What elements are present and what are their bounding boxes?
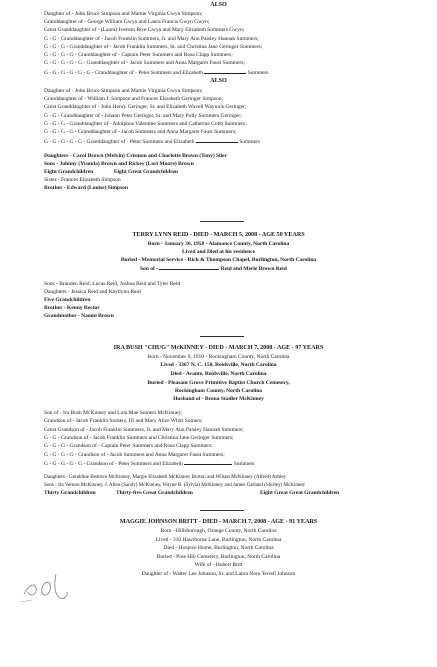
britt-wife-of: Wife of - Hubert Britt bbox=[194, 562, 243, 568]
lineage-line: Grandson of - Jacob Franklin Somers, III and Mary Alice Whitt Somers; bbox=[44, 418, 203, 424]
britt-died: Died - Hospice Home, Burlington, North Carolina bbox=[163, 545, 274, 551]
lineage-line: G - G - Granddaughter of - Jacob Franklin Summers, Jr. and Mary Ann Paisley Hannah Summers; bbox=[44, 36, 259, 42]
obituary-title-mckinney: IRA BUSH "CHUG" McKINNEY - DIED - MARCH 7, 2008 - AGE - 97 YEARS bbox=[113, 344, 324, 351]
divider bbox=[200, 510, 244, 511]
reid-family-grandmother: Grandmother - Naomi Brown bbox=[44, 313, 114, 319]
britt-buried: Buried - Pine Hill Cemetery, Burlington, North Carolina bbox=[156, 554, 281, 560]
lineage-line: G - G - G - Granddaughter of - Adolphus Valentine Summers and Catherine Cobb Summers; bbox=[44, 121, 247, 127]
mckinney-buried-county: Rockingham County, North Carolina bbox=[174, 388, 263, 394]
lineage-line: G - G - G - Grandson of - Captain Peter Summers and Rosa Clapp Summers; bbox=[44, 443, 213, 449]
mckinney-buried: Buried - Pleasant Grove Primitive Baptist Church Cemetery, bbox=[147, 380, 290, 386]
grandchildren-count: Eight Grandchildren bbox=[44, 169, 94, 175]
divider bbox=[200, 336, 244, 337]
survivors-sons: Sons - Johnny (Yvonda) Brown and Rickey (Lori Moore) Brown bbox=[44, 161, 194, 167]
lineage-line: Daughter of - John Bruce Simpson and Mamie Virginia Gwyn Simpson; bbox=[44, 88, 203, 94]
lineage-line: Granddaughter of - George William Gwyn and Laura Francis Gwyn Gwyn; bbox=[44, 19, 210, 25]
lineage-suffix: Summers bbox=[233, 461, 255, 467]
britt-lived: Lived - 310 Hawthorne Lane, Burlington, North Carolina bbox=[155, 537, 282, 543]
lineage-line: Great Granddaughter of - (Laura) Iverson Rice Gwyn and Mary Elizabeth Summers Gwyn; bbox=[44, 27, 245, 33]
mckinney-born: Born - November 9, 1910 - Rockingham County, North Carolina bbox=[147, 354, 290, 360]
lineage-line: Granddaughter of - William J. Simpson and Frances Elizabeth Geringer Simpson; bbox=[44, 96, 223, 102]
britt-daughter-of: Daughter of - Walter Lee Johnson, Sr. and Laura Nora Terrell Johnson bbox=[141, 571, 296, 577]
blank-line bbox=[204, 69, 246, 74]
lineage-line: Great Granddaughter of - John Henry Geringer, Sr. and Elizabeth Wavell Waynick Geringer; bbox=[44, 104, 247, 110]
lineage-line-last bbox=[44, 69, 269, 76]
lineage-line: G - G - G - G - Grandson of - Jacob Summers and Anna Margaret Faust Summers; bbox=[44, 452, 225, 458]
survivors-daughters: Daughters - Carol Brown (Melvin) Crismon and Charlotte Brown (Tony) Siler bbox=[44, 153, 227, 159]
survivors-sister: Sister - Frances Elizabeth Simpson bbox=[44, 177, 121, 183]
great-grandchildren-count: Eight Great Grandchildren bbox=[113, 169, 178, 175]
lineage-line: Son of - Ira Bush McKinney and Lula Mae Somers McKinney; bbox=[44, 410, 183, 416]
divider bbox=[200, 221, 244, 222]
mckinney-lived: Lived - 3367 N. C. 150, Reidsville, North Carolina bbox=[160, 362, 277, 368]
mckinney-daughters: Daughters - Geraldine Beatrice McKinney, Margie Elizabeth McKinney Burton and Wilson McKinney (Alfred) Ashley bbox=[44, 474, 287, 480]
handwritten-mark bbox=[18, 568, 70, 604]
son-of-prefix: Son of - bbox=[140, 266, 158, 272]
lineage-line: G - G - G - G - Granddaughter of - Jacob Summers and Anna Margaret Faust Summers; bbox=[44, 129, 237, 135]
lineage-line-last bbox=[44, 460, 254, 467]
blank-line bbox=[184, 460, 232, 465]
section-heading-also-1: ALSO bbox=[210, 1, 227, 8]
blank-line bbox=[159, 265, 219, 270]
lineage-line: G - G - G - G - Granddaughter of - Captain Peter Summers and Rosa Clapp Summers; bbox=[44, 52, 233, 58]
lineage-line: G - G - G - G - G - Granddaughter of - Jacob Summers and Anna Margaret Faust Summers; bbox=[44, 60, 245, 66]
lineage-text: G - G - G - G - G - Granddaughter of - Peter Summers and Elizabeth bbox=[44, 139, 195, 145]
section-heading-also-2: ALSO bbox=[210, 77, 227, 84]
grandchildren-line bbox=[44, 169, 178, 175]
lineage-line-last bbox=[44, 138, 260, 145]
lineage-line: G - G - G - Granddaughter of - Jacob Franklin Summers, Sr. and Christina Jane Geringer Summers; bbox=[44, 44, 263, 50]
britt-born: Born - Hillsborough, Orange County, North Carolina bbox=[160, 528, 277, 534]
lineage-suffix: Summers bbox=[239, 139, 260, 145]
reid-family-daughters: Daughters - Jessica Reid and Kaytlynn Reid bbox=[44, 289, 141, 295]
lineage-text: G - G - G - G - G - G - Granddaughter of - Peter Summers and Elizabeth bbox=[44, 70, 203, 76]
mckinney-died: Died - Avante, Reidsville, North Carolina bbox=[170, 371, 267, 377]
mckinney-great-great-grandchildren: Eight Great Great Grandchildren bbox=[260, 490, 340, 496]
lineage-suffix: Summers bbox=[247, 70, 269, 76]
lineage-text: G - G - G - G - G - Grandson of - Peter Summers and Elizabeth bbox=[44, 461, 183, 467]
reid-son-of bbox=[140, 265, 287, 272]
mckinney-thirty-grandchildren: Thirty Grandchildren bbox=[44, 490, 96, 496]
mckinney-great-grandchildren: Thirty-five Great Grandchildren bbox=[116, 490, 193, 496]
reid-born: Born - January 30, 1958 - Alamance County, North Carolina bbox=[147, 241, 290, 247]
reid-family-grandchildren: Five Grandchildren bbox=[44, 297, 91, 303]
obituary-title-britt: MAGGIE JOHNSON BRITT - DIED - MARCH 7, 2008 - AGE - 91 YEARS bbox=[119, 518, 318, 525]
lineage-line: Daughter of - John Bruce Simpson and Mamie Virginia Gwyn Simpson; bbox=[44, 11, 203, 17]
son-of-suffix: Reid and Merle Brown Reid bbox=[220, 266, 287, 272]
lineage-line: Great Grandson of - Jacob Franklin Summers, Jr. and Mary Ann Paisley Hannah Summers; bbox=[44, 427, 244, 433]
lineage-line: G - G - Granddaughter of - Johann Peter Geringer, Sr. and Mary Polly Summers Geringer; bbox=[44, 113, 242, 119]
reid-family-sons: Sons - Branden Reid, Lucas Reid, Joshua Reid and Tyler Reid bbox=[44, 281, 181, 287]
reid-buried: Buried - Memorial Service - Rich & Thompson Chapel, Burlington, North Carolina bbox=[120, 257, 317, 263]
obituary-title-reid: TERRY LYNN REID - DIED - MARCH 5, 2008 - AGE 50 YEARS bbox=[132, 231, 305, 238]
survivors-brother: Brother - Edward (Louise) Simpson bbox=[44, 185, 128, 191]
blank-line bbox=[196, 138, 238, 143]
lineage-line: G - G - Grandson of - Jacob Franklin Summers and Christina Jane Geringer Summers; bbox=[44, 435, 234, 441]
reid-family-brother: Brother - Kenny Rector bbox=[44, 305, 100, 311]
reid-lived: Lived and Died at his residence bbox=[181, 249, 256, 255]
mckinney-sons: Sons - Ira Vernon McKinney, J. Allen (Sandy) McKinney, Wayne B. (Sylvia) McKinney and James Garland (Shirley) McKinney bbox=[44, 482, 306, 488]
mckinney-husband-of: Husband of - Brona Stadler McKinney bbox=[173, 396, 264, 402]
